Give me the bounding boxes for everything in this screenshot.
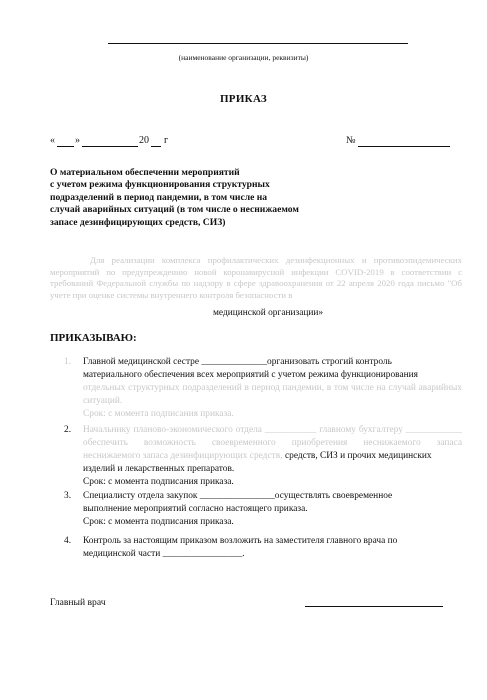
subject-line: с учетом режима функционирования структурных xyxy=(50,179,270,191)
item-visible-tail: средств, СИЗ и прочих медицинских xyxy=(285,451,432,461)
order-item-2 xyxy=(50,424,462,489)
item-faded-text: отдельных структурных подразделений в период пандемии, в том числе на случай аварийных ситуаций. xyxy=(83,383,462,406)
item-line: Специалисту отдела закупок ________________осуществлять своевременное xyxy=(83,491,393,501)
number-blank xyxy=(358,146,450,147)
order-item-3 xyxy=(50,490,462,529)
number-sign: № xyxy=(346,135,356,146)
item-deadline: Срок: с момента подписания приказа. xyxy=(83,517,234,527)
item-line: медицинской части _________________. xyxy=(83,549,245,559)
document-title: ПРИКАЗ xyxy=(219,93,268,105)
item-number: 4. xyxy=(64,536,72,546)
item-line: выполнение мероприятий согласно настоящего приказа. xyxy=(83,504,308,514)
item-faded-text: Начальнику планово-экономического отдела ___________ главному бухгалтеру ____________ обеспечить возможность своевременного приобретения неснижаемого запаса xyxy=(83,425,462,448)
item-line: Главной медицинской сестре ______________организовать строгий контроль xyxy=(83,357,392,367)
subject-line: случай аварийных ситуаций (в том числе о неснижаемом xyxy=(50,204,299,216)
item-deadline: Срок: с момента подписания приказа. xyxy=(83,477,234,487)
date-close-quote: » xyxy=(75,135,80,146)
item-line: Контроль за настоящим приказом возложить на заместителя главного врача по xyxy=(83,536,398,546)
order-word: ПРИКАЗЫВАЮ: xyxy=(50,332,137,344)
order-subject xyxy=(50,167,380,229)
subject-line: подразделений в период пандемии, в том числе на xyxy=(50,191,268,203)
item-faded-text: неснижаемого запаса дезинфицирующих средств, xyxy=(83,451,283,461)
subject-line: О материальном обеспечении мероприятий xyxy=(50,167,240,178)
date-open-quote: « xyxy=(50,135,55,146)
org-caption: (наименование организации, реквизиты) xyxy=(178,53,309,62)
signature-line xyxy=(305,606,443,607)
subject-line: запасе дезинфицирующих средств, СИЗ) xyxy=(50,216,226,228)
item-faded-deadline: Срок: с момента подписания приказа. xyxy=(83,409,234,419)
year-blank xyxy=(151,146,161,147)
day-blank xyxy=(57,146,74,147)
year-suffix: г xyxy=(164,135,169,146)
order-item-4 xyxy=(50,535,462,561)
date-line xyxy=(50,135,450,151)
item-line: изделий и лекарственных препаратов. xyxy=(83,464,235,474)
item-line: материального обеспечения всех мероприятий с учетом режима функционирования xyxy=(83,370,418,380)
order-item-1 xyxy=(50,356,462,421)
item-number: 2. xyxy=(64,425,72,435)
org-name-line xyxy=(108,43,408,44)
item-number: 1. xyxy=(64,357,72,367)
month-blank xyxy=(82,146,138,147)
preamble-visible-tail: медицинской организации» xyxy=(213,308,324,318)
signature-role: Главный врач xyxy=(50,597,106,608)
year-prefix: 20 xyxy=(139,135,149,146)
item-number: 3. xyxy=(64,491,72,501)
preamble-faded: Для реализации комплекса профилактических дезинфекционных и противоэпидемических мероприятий по предупреждению новой коронавирусной инфекции COVID-2019 в соответствии с требований Федеральной службы по надзору в сфере здравоохранения от 22 апреля 2020 года письмо "Об учете при оценке системы внутреннего контроля безопасности в xyxy=(50,255,462,300)
